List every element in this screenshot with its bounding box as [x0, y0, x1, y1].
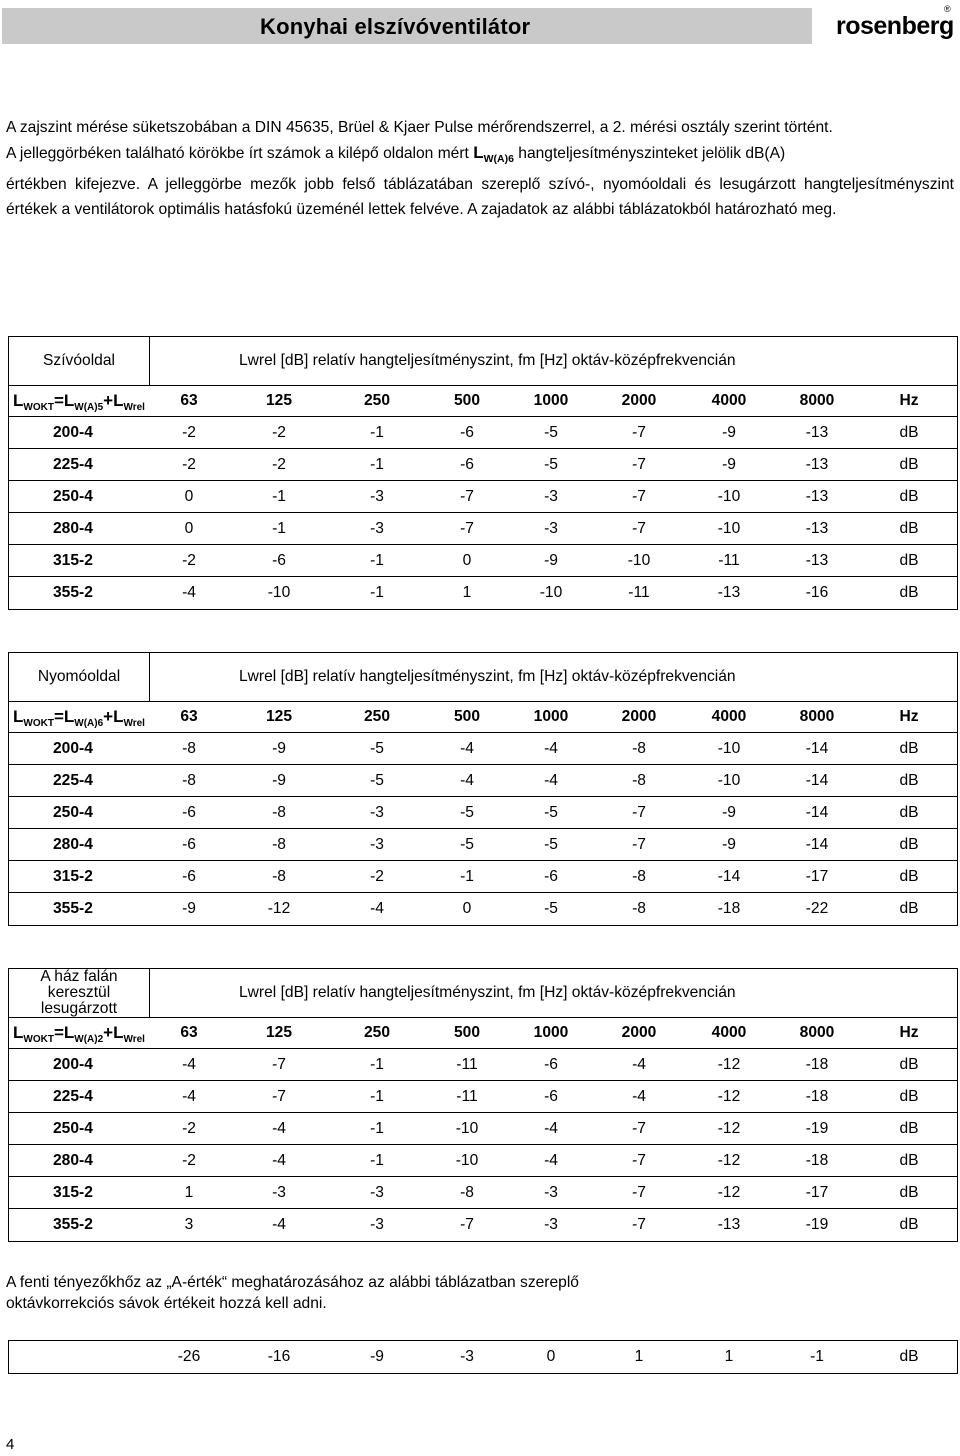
value-cell: -6 [460, 424, 474, 441]
table-header [9, 337, 957, 386]
frequency-header: 1000 [533, 392, 569, 409]
table-row [9, 765, 957, 797]
correction-value: 1 [724, 1348, 734, 1365]
value-cell: -13 [805, 488, 829, 505]
table-row [9, 513, 957, 545]
value-cell: -9 [722, 836, 736, 853]
value-cell: -6 [182, 804, 196, 821]
value-cell: -3 [544, 520, 558, 537]
value-cell: -9 [722, 804, 736, 821]
value-cell: dB [899, 836, 919, 853]
table-1 [8, 336, 958, 610]
value-cell: -1 [370, 456, 384, 473]
frequency-header: Hz [899, 708, 919, 725]
value-cell: -2 [182, 552, 196, 569]
page-number: 4 [6, 1436, 15, 1453]
table-header [9, 653, 957, 702]
value-cell: -2 [370, 868, 384, 885]
value-cell: -6 [544, 1088, 558, 1105]
value-cell: -7 [632, 488, 646, 505]
table-row [9, 1049, 957, 1081]
frequency-header: 4000 [711, 1024, 747, 1041]
frequency-header: 1000 [533, 708, 569, 725]
value-cell: -14 [805, 772, 829, 789]
fan-type-cell: 200-4 [53, 740, 93, 757]
value-cell: -6 [544, 1056, 558, 1073]
correction-note [6, 1272, 946, 1314]
value-cell: -1 [272, 520, 286, 537]
value-cell: -12 [717, 1088, 741, 1105]
frequency-header: 4000 [711, 708, 747, 725]
value-cell: -7 [632, 1184, 646, 1201]
value-cell: -2 [182, 1152, 196, 1169]
value-cell: -3 [544, 1216, 558, 1233]
value-cell: -9 [272, 740, 286, 757]
value-cell: -9 [272, 772, 286, 789]
table-label: Szívóoldal [9, 337, 150, 385]
fan-type-cell: 225-4 [53, 772, 93, 789]
value-cell: -12 [267, 900, 291, 917]
fan-type-cell: 200-4 [53, 1056, 93, 1073]
value-cell: -5 [544, 900, 558, 917]
value-cell: 0 [462, 552, 472, 569]
value-cell: -5 [544, 424, 558, 441]
value-cell: 0 [184, 520, 194, 537]
value-cell: -6 [544, 868, 558, 885]
table-row [9, 1177, 957, 1209]
value-cell: -3 [370, 1216, 384, 1233]
correction-value: -9 [370, 1348, 384, 1365]
value-cell: -3 [370, 804, 384, 821]
frequency-header-row [9, 385, 957, 417]
value-cell: dB [899, 772, 919, 789]
fan-type-cell: 355-2 [53, 900, 93, 917]
value-cell: -3 [272, 1184, 286, 1201]
value-cell: -7 [460, 520, 474, 537]
frequency-header: 125 [265, 392, 293, 409]
value-cell: -4 [272, 1216, 286, 1233]
value-cell: -11 [456, 1056, 478, 1073]
value-cell: -17 [805, 1184, 829, 1201]
correction-value: 1 [634, 1348, 644, 1365]
value-cell: -8 [272, 836, 286, 853]
value-cell: -7 [632, 804, 646, 821]
correction-value: -3 [460, 1348, 474, 1365]
frequency-header: 500 [453, 392, 481, 409]
table-title: Lwrel [dB] relatív hangteljesítményszint, fm [Hz] oktáv-középfrekvencián [239, 352, 736, 369]
value-cell: dB [899, 1120, 919, 1137]
value-cell: dB [899, 1184, 919, 1201]
value-cell: -18 [805, 1152, 829, 1169]
frequency-header: 500 [453, 1024, 481, 1041]
value-cell: -9 [722, 456, 736, 473]
value-cell: dB [899, 740, 919, 757]
value-cell: -10 [717, 488, 741, 505]
fan-type-cell: 250-4 [53, 488, 93, 505]
value-cell: -7 [632, 520, 646, 537]
value-cell: -2 [182, 424, 196, 441]
value-cell: -4 [182, 584, 196, 601]
value-cell: dB [899, 1152, 919, 1169]
value-cell: -8 [272, 868, 286, 885]
value-cell: -16 [805, 584, 829, 601]
value-cell: -4 [544, 740, 558, 757]
registered-mark: ® [944, 4, 951, 14]
value-cell: -7 [272, 1088, 286, 1105]
formula-cell: $L_{WOKT}=L_{W(A)6}+L_{Wrel}$ [13, 707, 145, 729]
frequency-header: 8000 [799, 1024, 835, 1041]
frequency-header: 1000 [533, 1024, 569, 1041]
value-cell: -8 [272, 804, 286, 821]
value-cell: -13 [805, 520, 829, 537]
value-cell: 1 [462, 584, 472, 601]
formula-cell: $L_{WOKT}=L_{W(A)5}+L_{Wrel}$ [13, 391, 145, 413]
value-cell: 0 [462, 900, 472, 917]
value-cell: dB [899, 584, 919, 601]
value-cell: -5 [460, 804, 474, 821]
intro-line-1: A zajszint mérése süketszobában a DIN 45635, Brüel & Kjaer Pulse mérőrendszerrel, a 2. mérési osztály szerint történt. [6, 119, 833, 136]
value-cell: 1 [184, 1184, 194, 1201]
frequency-header: 2000 [621, 392, 657, 409]
table-row [9, 577, 957, 609]
value-cell: -7 [632, 1120, 646, 1137]
value-cell: dB [899, 552, 919, 569]
value-cell: -10 [267, 584, 291, 601]
frequency-header: 2000 [621, 1024, 657, 1041]
table-2 [8, 652, 958, 926]
table-row [9, 861, 957, 893]
value-cell: -3 [370, 488, 384, 505]
value-cell: 3 [184, 1216, 194, 1233]
value-cell: dB [899, 488, 919, 505]
value-cell: dB [899, 456, 919, 473]
value-cell: -2 [182, 456, 196, 473]
value-cell: -5 [544, 456, 558, 473]
value-cell: -10 [539, 584, 563, 601]
frequency-header: 250 [363, 1024, 391, 1041]
fan-type-cell: 315-2 [53, 1184, 93, 1201]
frequency-header: 63 [180, 1024, 198, 1041]
value-cell: -13 [805, 424, 829, 441]
frequency-header: Hz [899, 392, 919, 409]
logo-text: rosenberg [836, 12, 954, 40]
value-cell: -7 [272, 1056, 286, 1073]
value-cell: -8 [182, 740, 196, 757]
value-cell: -2 [272, 424, 286, 441]
table-row [9, 417, 957, 449]
value-cell: -7 [632, 456, 646, 473]
frequency-header: 2000 [621, 708, 657, 725]
table-label: A ház falán keresztül lesugárzott [9, 969, 150, 1017]
table-row [9, 545, 957, 577]
table-row [9, 1113, 957, 1145]
table-label: Nyomóoldal [9, 653, 150, 701]
fan-type-cell: 200-4 [53, 424, 93, 441]
value-cell: -6 [460, 456, 474, 473]
note-line-2: oktávkorrekciós sávok értékeit hozzá kell adni. [6, 1295, 327, 1312]
value-cell: -14 [717, 868, 741, 885]
frequency-header-row [9, 701, 957, 733]
value-cell: -6 [182, 836, 196, 853]
value-cell: -14 [805, 836, 829, 853]
value-cell: -7 [632, 1216, 646, 1233]
fan-type-cell: 315-2 [53, 868, 93, 885]
frequency-header: 63 [180, 708, 198, 725]
value-cell: -4 [272, 1120, 286, 1137]
value-cell: dB [899, 1088, 919, 1105]
value-cell: -1 [370, 1120, 384, 1137]
value-cell: -14 [805, 804, 829, 821]
value-cell: -10 [455, 1120, 479, 1137]
value-cell: -5 [544, 836, 558, 853]
value-cell: -8 [632, 900, 646, 917]
frequency-header: 8000 [799, 708, 835, 725]
value-cell: -8 [182, 772, 196, 789]
table-header [9, 969, 957, 1018]
fan-type-cell: 315-2 [53, 552, 93, 569]
intro-rest: értékben kifejezve. A jelleggörbe mezők jobb felső táblázatában szereplő szívó-, nyomóoldali és lesugárzott hangteljesítményszint értékek a ventilátorok optimális hatásfokú üzeménél lettek felvéve. A zajadatok az alábbi táblázatokból határozható meg. [6, 176, 954, 218]
value-cell: -8 [632, 868, 646, 885]
value-cell: -3 [370, 1184, 384, 1201]
value-cell: -1 [272, 488, 286, 505]
value-cell: -7 [632, 1152, 646, 1169]
fan-type-cell: 280-4 [53, 1152, 93, 1169]
table-row [9, 1209, 957, 1241]
frequency-header-row [9, 1017, 957, 1049]
note-line-1: A fenti tényezőkhőz az „A-érték“ meghatározásához az alábbi táblázatban szereplő [6, 1274, 579, 1291]
value-cell: -12 [717, 1056, 741, 1073]
frequency-header: 500 [453, 708, 481, 725]
value-cell: -18 [717, 900, 741, 917]
value-cell: -4 [632, 1088, 646, 1105]
value-cell: -5 [460, 836, 474, 853]
table-row [9, 829, 957, 861]
value-cell: -8 [460, 1184, 474, 1201]
frequency-header: 250 [363, 392, 391, 409]
table-3 [8, 968, 958, 1242]
value-cell: -4 [460, 772, 474, 789]
value-cell: -11 [718, 552, 740, 569]
value-cell: dB [899, 1216, 919, 1233]
value-cell: -14 [805, 740, 829, 757]
correction-value: -26 [177, 1348, 201, 1365]
page-title: Konyhai elszívóventilátor [260, 14, 531, 39]
value-cell: -8 [632, 740, 646, 757]
value-cell: -1 [370, 1056, 384, 1073]
value-cell: dB [899, 900, 919, 917]
table-row [9, 893, 957, 925]
value-cell: -7 [632, 836, 646, 853]
value-cell: -10 [455, 1152, 479, 1169]
intro-line-2: A jelleggörbéken található körökbe írt számok a kilépő oldalon mért $L_{W(A)6}$ hangteljesítményszinteket jelölik dB(A) [6, 143, 786, 165]
fan-type-cell: 225-4 [53, 456, 93, 473]
value-cell: -3 [544, 488, 558, 505]
frequency-header: 4000 [711, 392, 747, 409]
value-cell: -3 [370, 836, 384, 853]
intro-text [6, 115, 954, 222]
value-cell: dB [899, 1056, 919, 1073]
frequency-header: 8000 [799, 392, 835, 409]
correction-value: 0 [546, 1348, 556, 1365]
value-cell: -11 [456, 1088, 478, 1105]
value-cell: -4 [182, 1088, 196, 1105]
value-cell: dB [899, 804, 919, 821]
value-cell: -1 [370, 424, 384, 441]
fan-type-cell: 355-2 [53, 1216, 93, 1233]
value-cell: -5 [370, 740, 384, 757]
correction-table [8, 1340, 958, 1374]
value-cell: -10 [627, 552, 651, 569]
table-row [9, 1081, 957, 1113]
value-cell: dB [899, 424, 919, 441]
value-cell: dB [899, 868, 919, 885]
value-cell: -4 [460, 740, 474, 757]
table-row [9, 1145, 957, 1177]
value-cell: -4 [544, 1152, 558, 1169]
table-row [9, 449, 957, 481]
value-cell: -6 [182, 868, 196, 885]
value-cell: -17 [805, 868, 829, 885]
rosenberg-logo [836, 4, 958, 44]
value-cell: -4 [272, 1152, 286, 1169]
table-row [9, 797, 957, 829]
frequency-header: 250 [363, 708, 391, 725]
value-cell: -7 [632, 424, 646, 441]
page-header [0, 0, 960, 48]
value-cell: -18 [805, 1088, 829, 1105]
value-cell: -1 [460, 868, 474, 885]
value-cell: -5 [370, 772, 384, 789]
value-cell: -18 [805, 1056, 829, 1073]
value-cell: -1 [370, 1152, 384, 1169]
value-cell: -9 [722, 424, 736, 441]
frequency-header: 125 [265, 1024, 293, 1041]
value-cell: -1 [370, 1088, 384, 1105]
value-cell: dB [899, 520, 919, 537]
value-cell: -1 [370, 552, 384, 569]
value-cell: -6 [272, 552, 286, 569]
value-cell: -12 [717, 1120, 741, 1137]
value-cell: -4 [544, 1120, 558, 1137]
value-cell: -12 [717, 1152, 741, 1169]
value-cell: -11 [628, 584, 650, 601]
value-cell: -4 [182, 1056, 196, 1073]
correction-value: dB [899, 1348, 919, 1365]
value-cell: -3 [544, 1184, 558, 1201]
value-cell: -12 [717, 1184, 741, 1201]
value-cell: -9 [544, 552, 558, 569]
value-cell: -7 [460, 1216, 474, 1233]
value-cell: -4 [632, 1056, 646, 1073]
fan-type-cell: 280-4 [53, 520, 93, 537]
value-cell: -2 [272, 456, 286, 473]
value-cell: -7 [460, 488, 474, 505]
frequency-header: 63 [180, 392, 198, 409]
value-cell: -10 [717, 772, 741, 789]
formula-cell: $L_{WOKT}=L_{W(A)2}+L_{Wrel}$ [13, 1023, 145, 1045]
title-bar [2, 8, 812, 44]
value-cell: -4 [544, 772, 558, 789]
frequency-header: Hz [899, 1024, 919, 1041]
value-cell: -22 [805, 900, 829, 917]
value-cell: -13 [805, 552, 829, 569]
value-cell: -8 [632, 772, 646, 789]
correction-value: -16 [267, 1348, 291, 1365]
value-cell: -10 [717, 520, 741, 537]
value-cell: -13 [717, 1216, 741, 1233]
fan-type-cell: 250-4 [53, 1120, 93, 1137]
correction-value: -1 [810, 1348, 824, 1365]
frequency-header: 125 [265, 708, 293, 725]
value-cell: 0 [184, 488, 194, 505]
fan-type-cell: 355-2 [53, 584, 93, 601]
fan-type-cell: 280-4 [53, 836, 93, 853]
value-cell: -13 [717, 584, 741, 601]
value-cell: -3 [370, 520, 384, 537]
value-cell: -2 [182, 1120, 196, 1137]
value-cell: -10 [717, 740, 741, 757]
fan-type-cell: 250-4 [53, 804, 93, 821]
value-cell: -1 [370, 584, 384, 601]
value-cell: -5 [544, 804, 558, 821]
value-cell: -19 [805, 1120, 829, 1137]
value-cell: -9 [182, 900, 196, 917]
value-cell: -19 [805, 1216, 829, 1233]
table-row [9, 733, 957, 765]
table-title: Lwrel [dB] relatív hangteljesítményszint, fm [Hz] oktáv-középfrekvencián [239, 668, 736, 685]
value-cell: -13 [805, 456, 829, 473]
table-title: Lwrel [dB] relatív hangteljesítményszint, fm [Hz] oktáv-középfrekvencián [239, 984, 736, 1001]
value-cell: -4 [370, 900, 384, 917]
table-row [9, 481, 957, 513]
fan-type-cell: 225-4 [53, 1088, 93, 1105]
